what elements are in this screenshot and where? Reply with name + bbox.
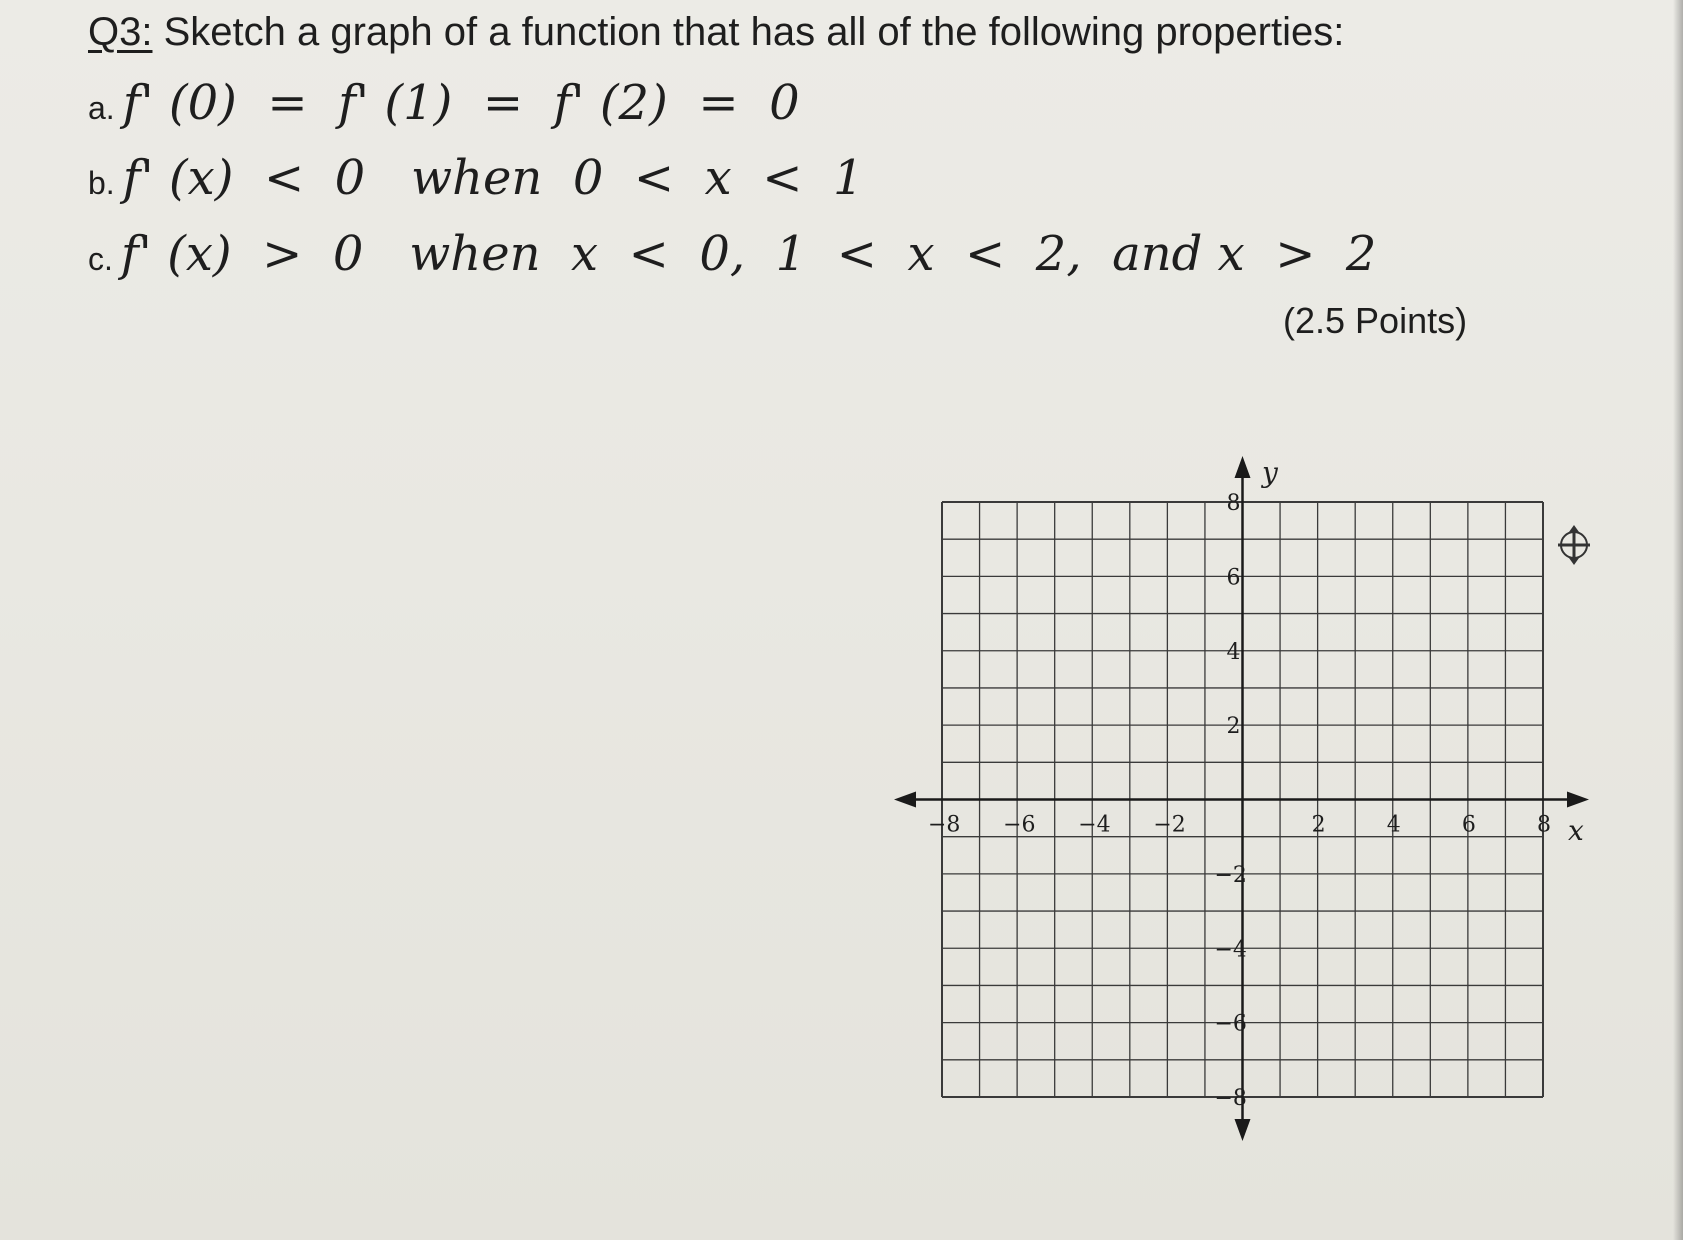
- x-axis-label: x: [1568, 814, 1584, 847]
- y-tick-label: −4: [1214, 937, 1247, 963]
- y-tick-label: 8: [1226, 491, 1241, 516]
- question-number: Q3:: [88, 10, 153, 54]
- axes: [894, 456, 1589, 1141]
- x-tick-label: 6: [1461, 812, 1476, 838]
- property-b-text: f' (x) < 0 when 0 < x < 1: [122, 150, 864, 206]
- x-tick-label: −8: [928, 812, 961, 838]
- x-tick-label: 2: [1311, 812, 1326, 838]
- points-value: (2.5 Points): [1283, 300, 1468, 341]
- property-a-label: a.: [88, 90, 115, 126]
- question-prompt: Sketch a graph of a function that has all of the following properties:: [163, 10, 1345, 54]
- x-tick-label: −2: [1153, 812, 1186, 838]
- y-axis-up-arrow-icon: [1235, 456, 1251, 478]
- property-c-label: c.: [88, 241, 113, 277]
- x-tick-label: 8: [1537, 812, 1551, 838]
- x-axis-right-arrow-icon: [1567, 792, 1589, 808]
- x-tick-label: −4: [1078, 812, 1111, 838]
- property-b-label: b.: [88, 165, 115, 201]
- y-tick-label: 4: [1226, 639, 1241, 665]
- y-tick-label: −6: [1214, 1011, 1247, 1037]
- move-cross-icon[interactable]: [1558, 525, 1590, 565]
- x-tick-label: 4: [1386, 812, 1401, 838]
- property-c-text: f' (x) > 0 when x < 0, 1 < x < 2, and x > 2: [120, 226, 1377, 282]
- tick-labels: [928, 491, 1551, 1111]
- y-tick-label: −2: [1214, 862, 1247, 888]
- y-tick-label: −8: [1214, 1086, 1247, 1111]
- x-axis-left-arrow-icon: [894, 792, 916, 808]
- property-a-text: f' (0) = f' (1) = f' (2) = 0: [122, 75, 800, 131]
- x-tick-label: −6: [1003, 812, 1036, 838]
- y-axis-down-arrow-icon: [1235, 1119, 1251, 1141]
- y-tick-label: 2: [1226, 714, 1241, 740]
- y-axis-label: y: [1262, 456, 1278, 489]
- y-tick-label: 6: [1226, 565, 1241, 591]
